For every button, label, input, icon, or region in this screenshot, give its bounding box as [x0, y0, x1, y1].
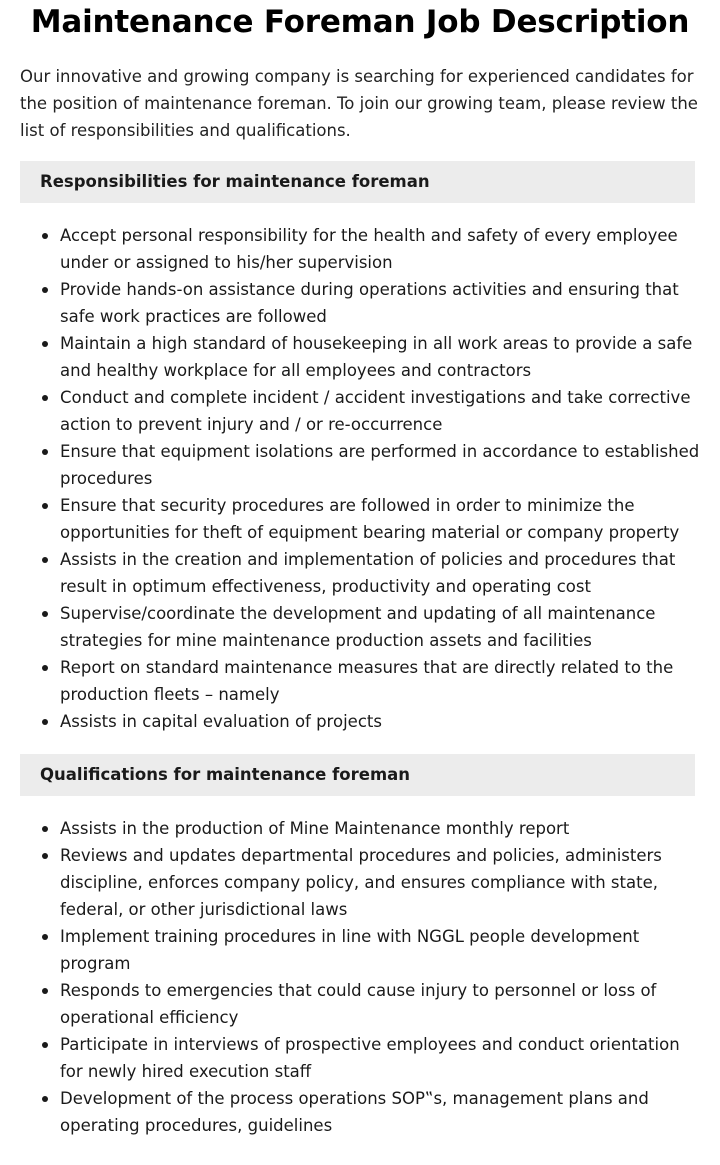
bullet-icon [42, 719, 48, 725]
list-item [20, 815, 700, 842]
responsibilities-heading: Responsibilities for maintenance foreman [20, 161, 695, 203]
list-item-text: Reviews and updates departmental procedures and policies, administers discipline, enforces company policy, and ensures compliance with state, federal, or other jurisdictional laws [60, 846, 662, 919]
bullet-icon [42, 611, 48, 617]
list-item [20, 492, 700, 546]
list-item-text: Ensure that equipment isolations are performed in accordance to established procedures [60, 442, 700, 488]
bullet-icon [42, 395, 48, 401]
bullet-icon [42, 934, 48, 940]
page-title: Maintenance Foreman Job Description [30, 4, 690, 40]
list-item [20, 708, 700, 735]
bullet-icon [42, 988, 48, 994]
list-item-text: Maintain a high standard of housekeeping in all work areas to provide a safe and healthy workplace for all employees and contractors [60, 334, 693, 380]
list-item-text: Assists in the creation and implementation of policies and procedures that result in optimum effectiveness, productivity and operating cost [60, 550, 676, 596]
list-item-text: Report on standard maintenance measures that are directly related to the production fleets – namely [60, 658, 674, 704]
bullet-icon [42, 557, 48, 563]
list-item [20, 977, 700, 1031]
list-item-text: Supervise/coordinate the development and updating of all maintenance strategies for mine maintenance production assets and facilities [60, 604, 656, 650]
list-item-text: Development of the process operations SOP‟s, management plans and operating procedures, guidelines [60, 1089, 649, 1135]
list-item [20, 923, 700, 977]
bullet-icon [42, 287, 48, 293]
list-item [20, 438, 700, 492]
list-item [20, 842, 700, 923]
bullet-icon [42, 233, 48, 239]
list-item [20, 330, 700, 384]
responsibilities-list [20, 222, 700, 735]
list-item-text: Participate in interviews of prospective employees and conduct orientation for newly hired execution staff [60, 1035, 680, 1081]
list-item-text: Assists in the production of Mine Maintenance monthly report [60, 819, 570, 838]
bullet-icon [42, 853, 48, 859]
bullet-icon [42, 449, 48, 455]
list-item [20, 276, 700, 330]
list-item-text: Responds to emergencies that could cause injury to personnel or loss of operational efficiency [60, 981, 657, 1027]
list-item [20, 384, 700, 438]
bullet-icon [42, 341, 48, 347]
list-item [20, 222, 700, 276]
list-item-text: Assists in capital evaluation of projects [60, 712, 382, 731]
bullet-icon [42, 1096, 48, 1102]
list-item [20, 1031, 700, 1085]
list-item-text: Provide hands-on assistance during operations activities and ensuring that safe work practices are followed [60, 280, 679, 326]
list-item [20, 1085, 700, 1139]
list-item [20, 546, 700, 600]
list-item [20, 600, 700, 654]
list-item-text: Ensure that security procedures are followed in order to minimize the opportunities for theft of equipment bearing material or company property [60, 496, 680, 542]
bullet-icon [42, 665, 48, 671]
list-item-text: Conduct and complete incident / accident investigations and take corrective action to prevent injury and / or re-occurrence [60, 388, 691, 434]
list-item-text: Accept personal responsibility for the health and safety of every employee under or assigned to his/her supervision [60, 226, 678, 272]
qualifications-list [20, 815, 700, 1139]
bullet-icon [42, 503, 48, 509]
bullet-icon [42, 1042, 48, 1048]
list-item-text: Implement training procedures in line with NGGL people development program [60, 927, 640, 973]
intro-paragraph: Our innovative and growing company is searching for experienced candidates for the position of maintenance foreman. To join our growing team, please review the list of responsibilities and qualifications. [20, 67, 698, 140]
bullet-icon [42, 826, 48, 832]
list-item [20, 654, 700, 708]
qualifications-heading: Qualifications for maintenance foreman [20, 754, 695, 796]
